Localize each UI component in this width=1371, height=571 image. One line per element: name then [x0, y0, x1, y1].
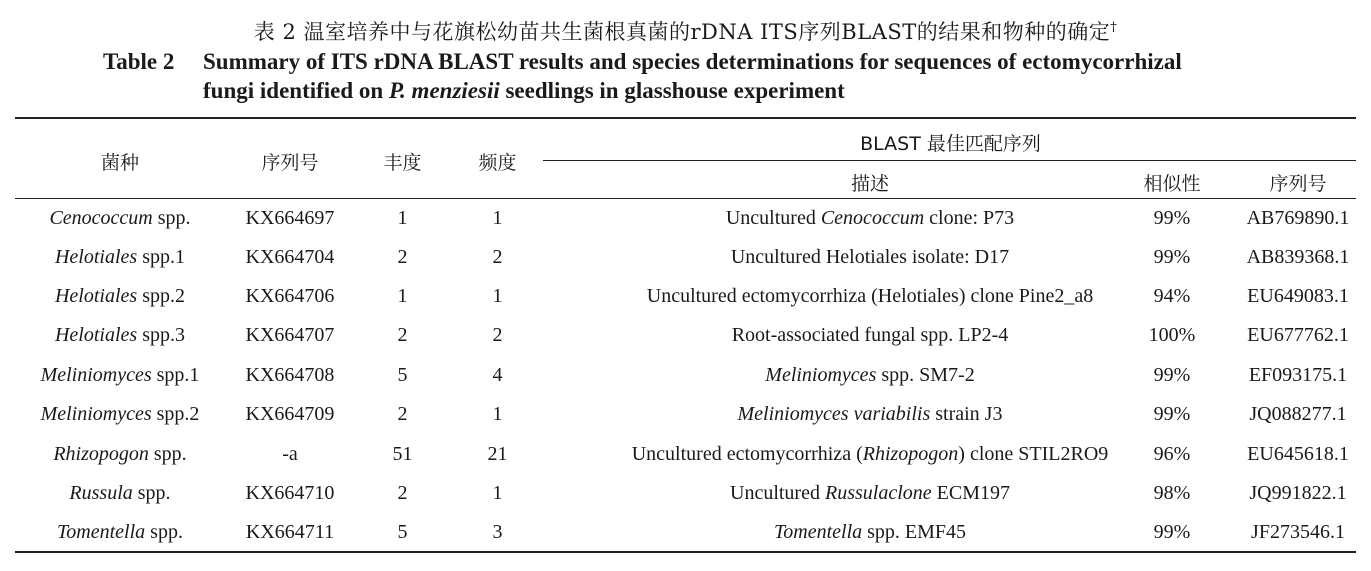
caption-en: [103, 47, 1303, 105]
accession-cell: KX664711: [245, 521, 335, 543]
species-cell: Rhizopogon spp.: [53, 443, 187, 465]
caption-en-line2-a: fungi identified on: [203, 78, 389, 103]
blast-group-rule: [543, 160, 1356, 161]
species-cell: Russula spp.: [69, 482, 171, 504]
species-cell: Helotiales spp.3: [54, 324, 185, 346]
accession-cell: KX664709: [245, 403, 335, 425]
abundance-cell: 2: [397, 403, 408, 425]
abundance-cell: 5: [397, 521, 408, 543]
match-accession-cell: JF273546.1: [1251, 521, 1345, 543]
similarity-cell: 100%: [1148, 324, 1196, 346]
caption-en-line1: [103, 47, 1303, 76]
frequency-cell: 1: [492, 482, 503, 504]
species-cell: Cenococcum spp.: [49, 207, 191, 229]
table-row: [15, 474, 1356, 513]
accession-cell: KX664697: [245, 207, 335, 229]
species-cell: Meliniomyces spp.2: [40, 403, 200, 425]
abundance-cell: 1: [397, 285, 408, 307]
abundance-cell: 51: [392, 443, 413, 465]
table-row: [15, 316, 1356, 355]
caption-cn-text: 表 2 温室培养中与花旗松幼苗共生菌根真菌的rDNA ITS序列BLAST的结果和物种的确定: [253, 20, 1111, 44]
abundance-cell: 5: [397, 364, 408, 386]
frequency-cell: 1: [492, 285, 503, 307]
header-blast-group: BLAST 最佳匹配序列: [860, 133, 1041, 155]
accession-cell: KX664708: [245, 364, 335, 386]
caption-cn: [0, 16, 1371, 46]
similarity-cell: 99%: [1153, 403, 1191, 425]
match-accession-cell: JQ991822.1: [1249, 482, 1347, 504]
header-similarity: 相似性: [1143, 173, 1201, 195]
abundance-cell: 2: [397, 324, 408, 346]
frequency-cell: 21: [487, 443, 508, 465]
caption-en-line1-text: Summary of ITS rDNA BLAST results and species determinations for sequences of ectomycorrhizal: [203, 49, 1182, 74]
similarity-cell: 99%: [1153, 364, 1191, 386]
caption-cn-mark: †: [1110, 20, 1118, 35]
similarity-cell: 98%: [1153, 482, 1191, 504]
header-abundance: 丰度: [383, 152, 422, 174]
header-description: 描述: [850, 173, 889, 195]
description-cell: Uncultured Cenococcum clone: P73: [725, 207, 1015, 229]
similarity-cell: 96%: [1153, 443, 1191, 465]
table-row: [15, 435, 1356, 474]
match-accession-cell: EU645618.1: [1247, 443, 1349, 465]
description-cell: Uncultured ectomycorrhiza (Helotiales) clone Pine2_a8: [646, 285, 1094, 307]
match-accession-cell: JQ088277.1: [1249, 403, 1347, 425]
table-row: [15, 199, 1356, 238]
accession-cell: KX664710: [245, 482, 335, 504]
table-row: [15, 513, 1356, 552]
table-row: [15, 356, 1356, 395]
frequency-cell: 2: [492, 246, 503, 268]
accession-cell: KX664704: [245, 246, 335, 268]
description-cell: Meliniomyces variabilis strain J3: [737, 403, 1003, 425]
abundance-cell: 2: [397, 482, 408, 504]
abundance-cell: 2: [397, 246, 408, 268]
species-cell: Helotiales spp.2: [54, 285, 185, 307]
similarity-cell: 99%: [1153, 246, 1191, 268]
similarity-cell: 99%: [1153, 207, 1191, 229]
header-accession: 序列号: [261, 152, 319, 174]
table-row: [15, 277, 1356, 316]
table-row: [15, 238, 1356, 277]
match-accession-cell: EF093175.1: [1248, 364, 1348, 386]
description-cell: Tomentella spp. EMF45: [773, 521, 967, 543]
accession-cell: KX664707: [245, 324, 335, 346]
match-accession-cell: EU677762.1: [1247, 324, 1349, 346]
description-cell: Uncultured Russulaclone ECM197: [730, 482, 1010, 504]
table-row: [15, 395, 1356, 434]
match-accession-cell: AB769890.1: [1246, 207, 1350, 229]
description-cell: Root-associated fungal spp. LP2-4: [731, 324, 1009, 346]
description-cell: Meliniomyces spp. SM7-2: [765, 364, 975, 386]
accession-cell: -a: [282, 443, 298, 465]
caption-en-line2: [103, 76, 1303, 105]
frequency-cell: 4: [492, 364, 503, 386]
abundance-cell: 1: [397, 207, 408, 229]
header-species: 菌种: [100, 152, 139, 174]
caption-en-line2-b: seedlings in glasshouse experiment: [499, 78, 845, 103]
frequency-cell: 1: [492, 403, 503, 425]
match-accession-cell: EU649083.1: [1247, 285, 1349, 307]
similarity-cell: 94%: [1153, 285, 1191, 307]
species-cell: Meliniomyces spp.1: [40, 364, 200, 386]
caption-en-species: P. menziesii: [388, 78, 500, 103]
accession-cell: KX664706: [245, 285, 335, 307]
table-top-rule: [15, 117, 1356, 119]
frequency-cell: 2: [492, 324, 503, 346]
species-cell: Tomentella spp.: [57, 521, 183, 543]
frequency-cell: 1: [492, 207, 503, 229]
header-match-accession: 序列号: [1269, 173, 1327, 195]
description-cell: Uncultured Helotiales isolate: D17: [730, 246, 1010, 268]
table-label: Table 2: [103, 49, 175, 74]
frequency-cell: 3: [492, 521, 503, 543]
similarity-cell: 99%: [1153, 521, 1191, 543]
header-frequency: 频度: [478, 152, 517, 174]
description-cell: Uncultured ectomycorrhiza (Rhizopogon) clone STIL2RO9: [631, 443, 1109, 465]
match-accession-cell: AB839368.1: [1246, 246, 1350, 268]
species-cell: Helotiales spp.1: [54, 246, 185, 268]
